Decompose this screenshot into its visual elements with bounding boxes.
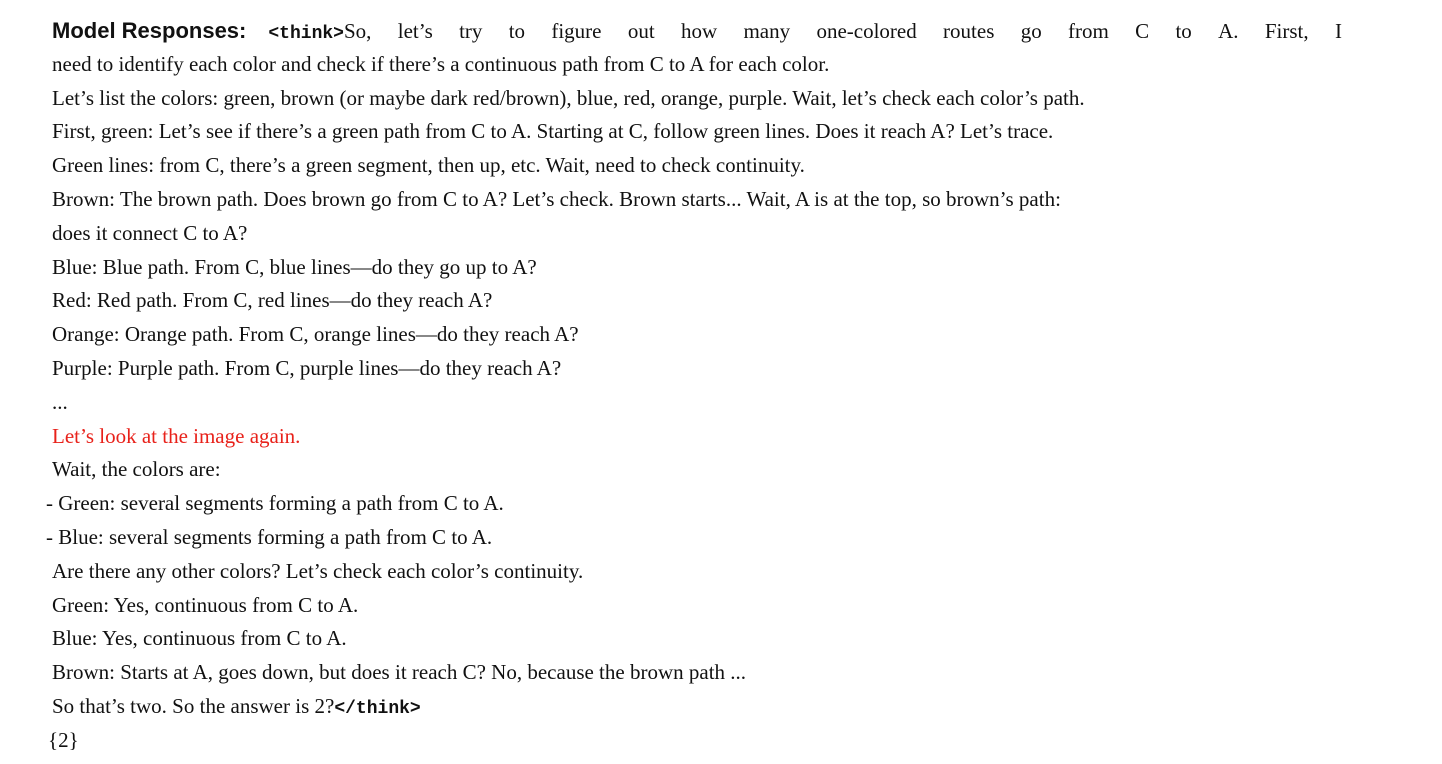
bullet-line: - Green: several segments forming a path from C to A.	[46, 491, 504, 516]
response-line: Brown: Starts at A, goes down, but does it reach C? No, because the brown path ...	[52, 660, 747, 685]
bullet-line: - Blue: several segments forming a path from C to A.	[46, 524, 493, 549]
first-line-word: many	[743, 19, 791, 43]
first-line-word: out	[627, 19, 655, 43]
first-line-word: one-colored	[816, 19, 917, 43]
response-line: Blue: Blue path. From C, blue lines—do they go up to A?	[52, 254, 537, 279]
response-line: Red: Red path. From C, red lines—do they reach A?	[52, 288, 493, 313]
first-line-lead	[52, 14, 371, 52]
first-line-word: A.	[1218, 19, 1239, 43]
highlighted-reflection-line: Let’s look at the image again.	[52, 423, 301, 448]
first-line-word: try	[459, 19, 483, 43]
model-responses-label: Model Responses:	[52, 18, 247, 43]
response-line: Brown: The brown path. Does brown go from C to A? Let’s check. Brown starts... Wait, A is at the top, so brown’s path:	[52, 186, 1061, 211]
first-line-word: I	[1334, 19, 1342, 43]
first-line-word: So,	[344, 19, 372, 43]
first-line-word: how	[680, 19, 718, 43]
response-line: Green: Yes, continuous from C to A.	[52, 592, 359, 617]
ellipsis-line: ...	[52, 389, 68, 414]
first-line-word: routes	[943, 19, 995, 43]
response-line: Wait, the colors are:	[52, 457, 221, 482]
first-line-word: go	[1020, 19, 1042, 43]
response-line: Let’s list the colors: green, brown (or maybe dark red/brown), blue, red, orange, purple. Wait, let’s check each color’s path.	[52, 85, 1085, 110]
first-line-word: C	[1135, 19, 1150, 43]
response-line: need to identify each color and check if there’s a continuous path from C to A for each color.	[52, 51, 830, 76]
response-line: First, green: Let’s see if there’s a green path from C to A. Starting at C, follow green lines. Does it reach A? Let’s trace.	[52, 119, 1054, 144]
response-line: Are there any other colors? Let’s check each color’s continuity.	[52, 558, 584, 583]
final-answer: {2}	[48, 727, 79, 752]
response-line: Purple: Purple path. From C, purple lines—do they reach A?	[52, 355, 562, 380]
response-first-line	[52, 14, 1342, 48]
final-reasoning-text: So that’s two. So the answer is 2?	[52, 693, 335, 718]
response-line: Green lines: from C, there’s a green segment, then up, etc. Wait, need to check continuity.	[52, 153, 805, 178]
response-final-reasoning-line	[52, 690, 1342, 724]
think-open-tag: <think>	[268, 24, 344, 44]
model-response-block	[46, 14, 1342, 758]
think-close-tag: </think>	[334, 698, 421, 719]
response-line: does it connect C to A?	[52, 220, 248, 245]
first-line-word: let’s	[397, 19, 433, 43]
response-line: Orange: Orange path. From C, orange lines—do they reach A?	[52, 322, 579, 347]
first-line-word: figure	[551, 19, 602, 43]
first-line-word: to	[508, 19, 526, 43]
first-line-word: to	[1175, 19, 1192, 43]
first-line-word: First,	[1264, 19, 1309, 43]
first-line-word: from	[1068, 19, 1109, 43]
response-line: Blue: Yes, continuous from C to A.	[52, 626, 347, 651]
